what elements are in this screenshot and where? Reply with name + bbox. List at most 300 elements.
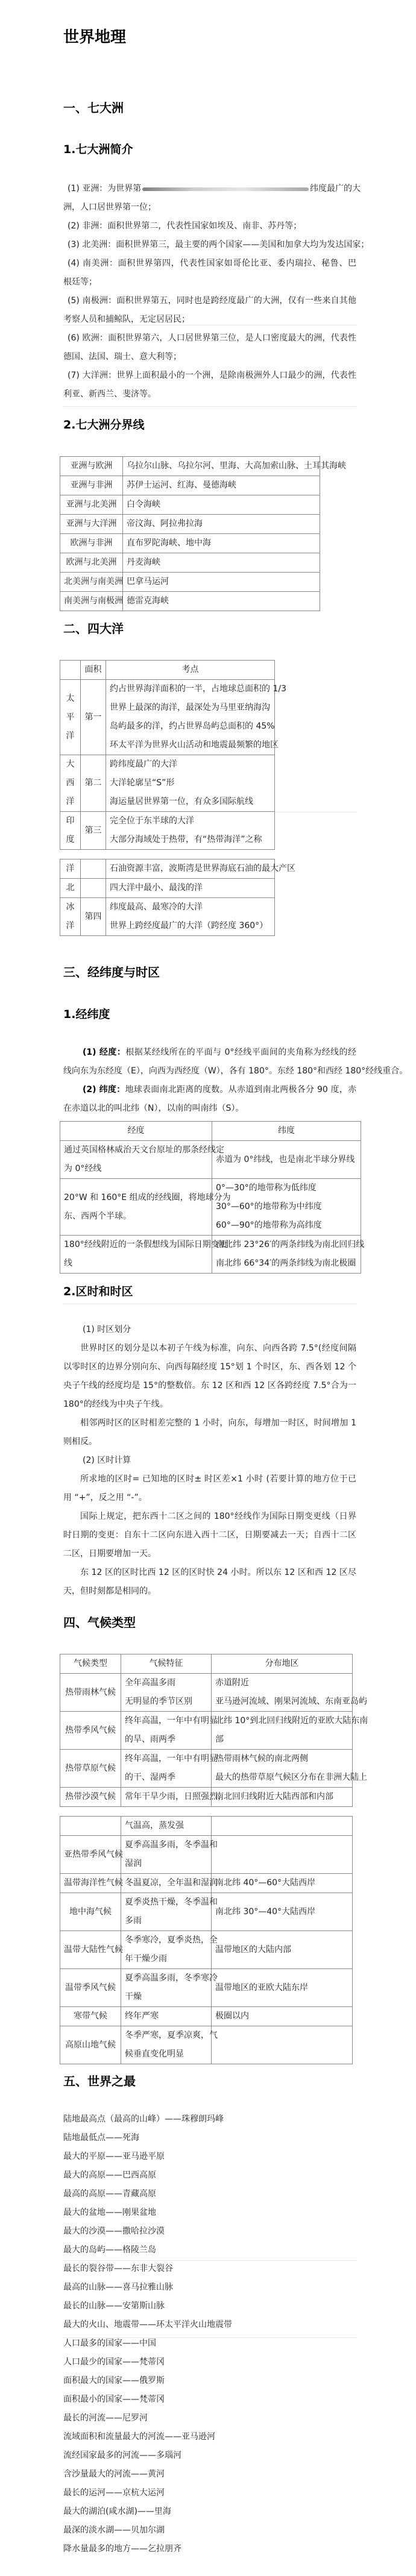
- cell-text: 帝汶海、阿拉弗拉海: [127, 519, 203, 529]
- table-cell: [60, 1788, 121, 1807]
- table-cell: [212, 2026, 353, 2064]
- cell-text: 年干燥少雨: [125, 1954, 167, 1964]
- table-cell: [121, 2026, 218, 2064]
- section-heading-climate: 四、气候类型: [63, 1615, 136, 1630]
- cell-text: 夏季高温多雨，冬季温和: [125, 1840, 218, 1850]
- cell-text: 太: [66, 693, 75, 703]
- table-row: [60, 859, 275, 879]
- table-cell: [60, 898, 81, 936]
- latitude-label: (2) 纬度：: [83, 1085, 125, 1095]
- table-cell: [106, 898, 275, 936]
- timezone-text: [63, 1321, 356, 1601]
- table-cell: [212, 1750, 367, 1788]
- table-cell: [121, 1836, 218, 1874]
- cell-text: 印: [66, 816, 75, 826]
- paragraph-line: 东 12 区的区时比西 12 区的区时快 24 小时。所以东 12 区和西 12 区尽: [80, 1568, 356, 1577]
- table-cell: [123, 553, 320, 573]
- table-cell: [212, 1874, 353, 1893]
- table-cell: [60, 1141, 224, 1179]
- divider: [63, 2337, 356, 2338]
- table-header-row: [60, 1654, 353, 1674]
- table-row: [60, 898, 275, 936]
- table-cell: [60, 515, 123, 534]
- table-cell: [212, 1236, 365, 1274]
- cell-text: [84, 879, 102, 897]
- paragraph-line: 180°的经线为中央子午线。: [63, 1400, 168, 1409]
- cell-text: 环太平洋为世界火山活动和地震最频繁的地区: [110, 740, 279, 750]
- list-item: 最长的裂谷带——东非大裂谷: [63, 2264, 173, 2273]
- table-cell: [121, 1874, 218, 1893]
- cell-text: 大: [66, 759, 75, 769]
- cell-text: 夏季高温多雨，冬季寒冷: [125, 1973, 218, 1983]
- paragraph-line: 天，但时刻都是相同的。: [63, 1586, 156, 1596]
- table-row: [60, 2026, 353, 2064]
- cell-text: 北美洲与南美洲: [64, 577, 123, 586]
- cell-text: 洋: [66, 797, 75, 806]
- cell-text: 冰: [66, 902, 75, 912]
- list-item: 陆地最高点（最高的山峰）——珠穆朗玛峰: [63, 2114, 224, 2124]
- cell-text: 分布地区: [265, 1659, 299, 1668]
- cell-text: 纬度: [278, 1126, 295, 1136]
- cell-text: 热带雨林气候的南北两侧: [215, 1754, 308, 1764]
- table-cell: [212, 1817, 353, 1836]
- cell-text: [84, 859, 102, 878]
- list-item: 人口最多的国家——中国: [63, 2339, 156, 2348]
- paragraph-line: 则相反。: [63, 1437, 97, 1447]
- cell-text: 亚洲与欧洲: [70, 461, 113, 471]
- timezone-paragraph: [63, 1339, 356, 1414]
- cell-text: 气候类型: [74, 1659, 107, 1668]
- cell-text: 无明显的季节区别: [125, 1697, 192, 1706]
- cell-text: 白令海峡: [127, 500, 160, 509]
- cell-text: 全年高温多雨: [125, 1678, 175, 1688]
- cell-text: 终年高温，一年中有明显: [125, 1716, 218, 1726]
- table-cell: [121, 2007, 212, 2026]
- table-cell: [60, 1874, 121, 1893]
- table-row: [60, 457, 320, 476]
- cell-text: 地中海气候: [69, 1906, 112, 1917]
- table-header-row: [60, 661, 275, 680]
- cell-text: 直布罗陀海峡、地中海: [127, 538, 211, 548]
- list-item: 最大的火山、地震带——环太平洋火山地震带: [63, 2320, 232, 2329]
- table-cell: [60, 495, 123, 515]
- cell-text: 完全位于东半球的大洋: [110, 816, 194, 826]
- list-item: 最长的运河——京杭大运河: [63, 2488, 165, 2498]
- cell-text: 世界上跨经度最广的大洋（跨经度 360°）: [110, 921, 268, 931]
- table-cell: [123, 476, 320, 495]
- world-records-list: [63, 2110, 356, 2559]
- table-cell: [60, 1969, 121, 2007]
- cell-text: 最大的热带草原气候区分布在非洲大陆上: [215, 1773, 367, 1782]
- cell-text: 亚马逊河流域、刚果河流域、东南亚岛屿: [215, 1697, 367, 1706]
- cell-text: 大部分海域处于热带，有“热带海洋”之称: [110, 835, 262, 844]
- continent-intro: [63, 180, 370, 404]
- cell-text: [215, 1817, 348, 1835]
- list-item: 最长的山脉——安第斯山脉: [63, 2301, 165, 2311]
- cell-text: 度: [66, 835, 75, 844]
- cell-text: 巴拿马运河: [127, 577, 169, 586]
- table-header-cell: [121, 1654, 212, 1674]
- table-header-cell: [60, 661, 81, 680]
- table-cell: [106, 879, 275, 898]
- oceans-table: [60, 660, 286, 850]
- table-cell: [60, 592, 123, 611]
- section-heading-oceans: 二、四大洋: [63, 621, 124, 636]
- cell-text: 热带沙漠气候: [65, 1792, 116, 1802]
- table-cell: [60, 1817, 121, 1836]
- cell-text: 30°—60°的地带称为中纬度: [216, 1202, 322, 1211]
- table-cell: [121, 1712, 218, 1750]
- list-item: 最长的河流——尼罗河: [63, 2413, 148, 2423]
- cell-text: 的干、湿两季: [125, 1773, 175, 1782]
- table-row: [60, 755, 275, 812]
- subheading-boundaries: 2.七大洲分界线: [63, 418, 145, 432]
- list-item: 最大的高原——巴西高原: [63, 2170, 156, 2180]
- table-cell: [60, 859, 81, 879]
- redaction-blur: [142, 187, 309, 191]
- table-row: [60, 2007, 353, 2026]
- cell-text: 北纬 10°到北回归线附近的亚欧大陆东南: [215, 1716, 368, 1726]
- table-cell: [81, 755, 106, 812]
- latitude-text: 地球表面南北距离的度数。从赤道到南北两极各分 90 度，赤: [125, 1085, 356, 1095]
- paragraph-line: 用 “+”，反之用 “-”。: [63, 1493, 147, 1503]
- cell-text: 亚热带季风气候: [64, 1849, 123, 1859]
- table-header-cell: [212, 1654, 353, 1674]
- cell-text: 欧洲与非洲: [70, 538, 113, 548]
- list-item: 含沙量最大的河流——黄河: [63, 2469, 165, 2479]
- cell-text: [215, 2036, 348, 2055]
- list-item: 最大的沙漠——撒哈拉沙漠: [63, 2226, 165, 2236]
- paragraph-line: 相邻两时区的区时相差完整的 1 小时，向东，每增加一时区，时间增加 1: [80, 1418, 356, 1428]
- table-cell: [123, 515, 320, 534]
- list-item: 最大的平原——亚马逊平原: [63, 2152, 165, 2161]
- table-cell: [123, 592, 320, 611]
- cell-text: 德雷克海峡: [127, 596, 169, 606]
- cell-text: 热带季风气候: [65, 1725, 116, 1735]
- cell-text: 乌拉尔山脉、乌拉尔河、里海、大高加索山脉、土耳其海峡: [127, 461, 346, 471]
- table-cell: [60, 1750, 121, 1788]
- table-cell: [121, 1817, 212, 1836]
- timezone-paragraph: [63, 1470, 356, 1507]
- list-item: 人口最少的国家——梵蒂冈: [63, 2357, 165, 2367]
- list-item: 最大的盆地——刚果盆地: [63, 2208, 156, 2217]
- table-cell: [106, 859, 295, 879]
- paragraph-line: 以零时区的边界分别向东、向西每隔经度 15°划 1 个时区，东、西各划 12 个: [63, 1362, 356, 1372]
- cell-text: 面积: [84, 665, 102, 674]
- cell-text: 高原山地气候: [65, 2040, 116, 2050]
- subheading-timezones: 2.区时和时区: [63, 1285, 133, 1298]
- list-item: 最大的岛屿——格陵兰岛: [63, 2245, 156, 2255]
- cell-text: 丹麦海峡: [127, 558, 160, 567]
- cell-text: 约占世界海洋面积的一半，占地球总面积的 1/3: [110, 684, 286, 694]
- cell-text: 西: [66, 778, 75, 788]
- cell-text: 洋: [66, 921, 75, 931]
- table-cell: [60, 457, 123, 476]
- table-row: [60, 1750, 353, 1788]
- table-cell: [81, 879, 106, 898]
- table-cell: [60, 553, 123, 573]
- cell-text: [64, 661, 77, 679]
- table-cell: [60, 1712, 121, 1750]
- table-row: [60, 1836, 353, 1874]
- table-cell: [60, 812, 81, 850]
- table-cell: [60, 755, 81, 812]
- table-cell: [123, 573, 320, 592]
- cell-text: 洋: [66, 864, 75, 873]
- cell-text: 跨纬度最广的大洋: [110, 759, 177, 769]
- table-cell: [81, 812, 106, 850]
- cell-text: 南北纬 30°—40°大陆西岸: [215, 1906, 316, 1917]
- table-cell: [106, 680, 286, 755]
- cell-text: 线: [64, 1258, 72, 1268]
- table-row: [60, 476, 320, 495]
- subheading-continent-intro: 1.七大洲简介: [63, 143, 133, 156]
- cell-text: 通过英国格林威治天文台原址的那条经线定: [64, 1145, 224, 1155]
- table-row: [60, 812, 275, 850]
- cell-text: 气温高，蒸发强: [125, 1821, 184, 1830]
- cell-text: [64, 1817, 117, 1835]
- timezone-paragraph: [63, 1563, 356, 1601]
- table-cell: [212, 1893, 353, 1931]
- table-cell: [60, 476, 123, 495]
- timezone-paragraph: [63, 1414, 356, 1451]
- cell-text: 0°—30°的地带称为低纬度: [216, 1183, 317, 1193]
- climate-table-continued: [60, 1816, 353, 2064]
- cell-text: 干燥: [125, 1992, 142, 2002]
- boundaries-table: [60, 456, 346, 611]
- table-row: [60, 1179, 361, 1236]
- paragraph-line: 二区，日期要增加一天。: [63, 1549, 156, 1559]
- table-row: [60, 680, 275, 755]
- cell-text: 多雨: [125, 1916, 142, 1926]
- cell-text: 极圈以内: [215, 2011, 249, 2021]
- table-row: [60, 573, 320, 592]
- cell-text: 岛屿最多的洋，约占世界岛屿总面积的 45%: [110, 721, 275, 731]
- table-cell: [106, 812, 275, 850]
- latitude-line: [63, 1081, 356, 1099]
- latitude-line: 在赤道以北的叫北纬（N），以南的叫南纬（S）。: [63, 1104, 244, 1113]
- table-cell: [212, 1969, 353, 2007]
- table-row: [60, 1931, 353, 1969]
- cell-text: 南北回归线附近大陆西部和内部: [215, 1792, 333, 1802]
- table-cell: [212, 1931, 353, 1969]
- intro-line: (5) 南极洲：面积世界第五，同时也是跨经度最广的大洲，仅有一些来自其他: [68, 296, 356, 306]
- timezone-subhead: (1) 时区划分: [83, 1325, 131, 1334]
- cell-text: 洋: [66, 730, 75, 741]
- table-cell: [60, 1674, 121, 1712]
- section-heading-continents: 一、七大洲: [63, 101, 124, 115]
- table-row: [60, 1969, 353, 2007]
- cell-text: 海运量居世界第一位，有众多国际航线: [110, 797, 253, 806]
- divider: [63, 2260, 356, 2261]
- table-cell: [121, 1893, 218, 1931]
- table-cell: [60, 1931, 121, 1969]
- cell-text: 热带草原气候: [65, 1763, 116, 1773]
- cell-text: 亚洲与大洋洲: [66, 519, 117, 529]
- cell-text: [215, 1846, 348, 1864]
- table-row: [60, 1788, 353, 1807]
- table-cell: [106, 755, 275, 812]
- cell-text: 经度: [127, 1126, 145, 1136]
- table-cell: [60, 1836, 121, 1874]
- cell-text: 平: [66, 712, 75, 722]
- intro-line: (2) 非洲：面积世界第二，代表性国家如埃及、南非、苏丹等；: [68, 221, 302, 231]
- paragraph-line: 所求地的区时= 已知地的区时± 时区差×1 小时 (若要计算的地方位于已: [80, 1474, 356, 1484]
- cell-text: 四大洋中最小、最浅的洋: [110, 883, 203, 893]
- lonlat-table: [60, 1121, 365, 1274]
- intro-line: 洲，人口居世界第一位；: [63, 203, 156, 212]
- cell-text: 终年高温，一年中有明显: [125, 1754, 218, 1764]
- paragraph-line: 时日期的变更：自东十二区向东进入西十二区，日期要减去一天；自西十二区: [63, 1530, 356, 1540]
- cell-text: 苏伊士运河、红海、曼德海峡: [127, 480, 236, 490]
- cell-text: 为 0°经线: [64, 1164, 102, 1173]
- table-cell: [121, 1750, 218, 1788]
- longitude-label: (1) 经度：: [83, 1048, 126, 1057]
- cell-text: 考点: [181, 665, 199, 674]
- cell-text: 温带地区的亚欧大陆东岸: [215, 1982, 308, 1993]
- intro-line: 德国、法国、瑞士、意大利等；: [63, 352, 181, 362]
- cell-text: 南北纬 66°34′的两条纬线为南北极圈: [216, 1258, 356, 1268]
- longitude-line: 线向东为东经度（E），向西为西经度（W），各有 180°。东经 180°和西经 180°经线重合。: [63, 1066, 408, 1076]
- cell-text: 南美洲与南极洲: [64, 596, 123, 606]
- table-cell: [121, 1931, 218, 1969]
- list-item: 最深的淡水湖——贝加尔湖: [63, 2525, 165, 2535]
- document-title: 世界地理: [63, 28, 127, 46]
- list-item: 最高的山脉——喜马拉雅山脉: [63, 2282, 173, 2292]
- cell-text: 冬季严寒，夏季凉爽，气: [125, 2031, 218, 2040]
- cell-text: 大洋轮廓呈“S”形: [110, 778, 175, 788]
- longitude-line: [63, 1043, 356, 1062]
- cell-text: 东、西两个半球。: [64, 1211, 131, 1221]
- table-cell: [60, 1236, 228, 1274]
- table-cell: [212, 1179, 361, 1236]
- table-cell: [81, 898, 106, 936]
- climate-table: [60, 1654, 368, 1807]
- cell-text: 温带地区的大陆内部: [215, 1944, 291, 1955]
- table-row: [60, 592, 320, 611]
- table-cell: [60, 680, 81, 755]
- intro-line-asia: [63, 180, 361, 198]
- longitude-text: 根据某经线所在的平面与 0°经线平面间的夹角称为经线的经: [125, 1048, 356, 1057]
- table-row: [60, 1893, 353, 1931]
- table-row: [60, 1874, 353, 1893]
- table-header-cell: [60, 1654, 121, 1674]
- cell-text: 温带季风气候: [65, 1982, 116, 1993]
- cell-text: 夏季炎热干燥，冬季温和: [125, 1897, 218, 1907]
- table-row: [60, 515, 320, 534]
- subheading-lonlat: 1.经纬度: [63, 1008, 110, 1021]
- table-row: [60, 553, 320, 573]
- table-cell: [121, 1674, 212, 1712]
- paragraph-line: 国际上规定，把东西十二区之间的 180°经线作为国际日期变更线（日界: [80, 1512, 356, 1521]
- intro-asia-end: 纬度最广的大: [310, 184, 361, 193]
- list-item: 面积最小的国家——梵蒂冈: [63, 2395, 165, 2404]
- cell-text: 180°经线附近的一条假想线为国际日期变更: [64, 1240, 228, 1249]
- table-cell: [81, 680, 106, 755]
- intro-paragraphs: [63, 198, 370, 404]
- cell-text: 南北纬 40°—60°大陆西岸: [215, 1878, 316, 1888]
- section-heading-lonlat-timezones: 三、经纬度与时区: [63, 965, 160, 979]
- table-cell: [121, 1788, 226, 1807]
- cell-text: 温带海洋性气候: [64, 1878, 123, 1888]
- intro-line: (7) 大洋洲：世界上面积最小的一个洲，是除南极洲外人口最少的洲，代表性: [68, 371, 356, 380]
- cell-text: 第三: [84, 825, 102, 835]
- cell-text: 气候特征: [149, 1659, 183, 1668]
- table-cell: [60, 534, 123, 553]
- intro-line: (3) 北美洲：面积世界第三，最主要的两个国家——美国和加拿大均为发达国家；: [68, 240, 370, 250]
- table-header-row: [60, 1122, 361, 1141]
- table-cell: [212, 1674, 367, 1712]
- divider: [63, 406, 356, 407]
- list-item: 陆地最低点——死海: [63, 2133, 139, 2143]
- table-cell: [123, 495, 320, 515]
- table-header-cell: [81, 661, 106, 680]
- table-header-cell: [60, 1122, 212, 1141]
- section-heading-world-records: 五、世界之最: [63, 2074, 136, 2088]
- table-cell: [212, 1712, 368, 1750]
- cell-text: 冬温夏凉，全年温和湿润: [125, 1878, 218, 1888]
- cell-text: 南北纬 23°26′的两条纬线为南北回归线: [216, 1240, 365, 1249]
- table-cell: [212, 1788, 353, 1807]
- cell-text: 石油资源丰富，波斯湾是世界海底石油的最大产区: [110, 864, 295, 873]
- table-cell: [60, 1179, 231, 1236]
- cell-text: 60°—90°的地带称为高纬度: [216, 1220, 322, 1230]
- list-item: 最高的高原——青藏高原: [63, 2189, 156, 2199]
- paragraph-line: 世界时区的划分是以本初子午线为标准，向东、向西各跨 7.5°(经度间隔: [80, 1343, 356, 1353]
- cell-text: 第一: [84, 712, 102, 722]
- table-header-cell: [106, 661, 275, 680]
- table-row: [60, 495, 320, 515]
- list-item: 面积最大的国家——俄罗斯: [63, 2376, 165, 2386]
- cell-text: 赤道为 0°纬线，也是南北半球分界线: [216, 1154, 355, 1164]
- table-cell: [212, 1141, 361, 1179]
- list-item: 降水量最多的地方——乞拉朋齐: [63, 2544, 181, 2554]
- cell-text: 第二: [84, 778, 102, 788]
- cell-text: 冬季寒冷，夏季炎热，全: [125, 1935, 218, 1945]
- table-cell: [123, 534, 320, 553]
- table-row: [60, 1141, 361, 1179]
- intro-line: 利亚、新西兰、斐济等。: [63, 389, 156, 399]
- table-row: [60, 879, 275, 898]
- cell-text: 寒带气候: [74, 2011, 107, 2021]
- cell-text: 候垂直变化明显: [125, 2049, 184, 2059]
- table-cell: [60, 2007, 121, 2026]
- cell-text: 热带雨林气候: [65, 1687, 116, 1697]
- intro-line: 考察人员和捕鲸队，无定居居民；: [63, 315, 190, 324]
- table-cell: [60, 2026, 121, 2064]
- table-row: [60, 1236, 361, 1274]
- intro-line: 根廷等；: [63, 277, 97, 287]
- table-cell: [212, 2007, 353, 2026]
- cell-text: 温带大陆性气候: [64, 1944, 123, 1955]
- list-item: 流域面积和流量最大的河流——亚马逊河: [63, 2432, 215, 2442]
- table-row: [60, 1674, 353, 1712]
- cell-text: 常年干旱少雨，日照强烈，: [125, 1792, 226, 1802]
- cell-text: 亚洲与非洲: [70, 480, 113, 490]
- cell-text: 欧洲与北美洲: [66, 558, 117, 567]
- cell-text: 终年严寒: [125, 2011, 159, 2021]
- table-cell: [121, 1969, 218, 2007]
- table-row: [60, 1817, 353, 1836]
- oceans-table-continued: [60, 859, 295, 936]
- table-header-cell: [212, 1122, 361, 1141]
- intro-line: (6) 欧洲：面积世界第六，人口居世界第三位，是人口密度最大的洲，代表性: [68, 333, 356, 343]
- table-cell: [60, 573, 123, 592]
- cell-text: 纬度最高、最寒冷的大洋: [110, 902, 203, 912]
- cell-text: 湿润: [125, 1859, 142, 1868]
- lonlat-definitions: [63, 1043, 408, 1118]
- table-row: [60, 1712, 353, 1750]
